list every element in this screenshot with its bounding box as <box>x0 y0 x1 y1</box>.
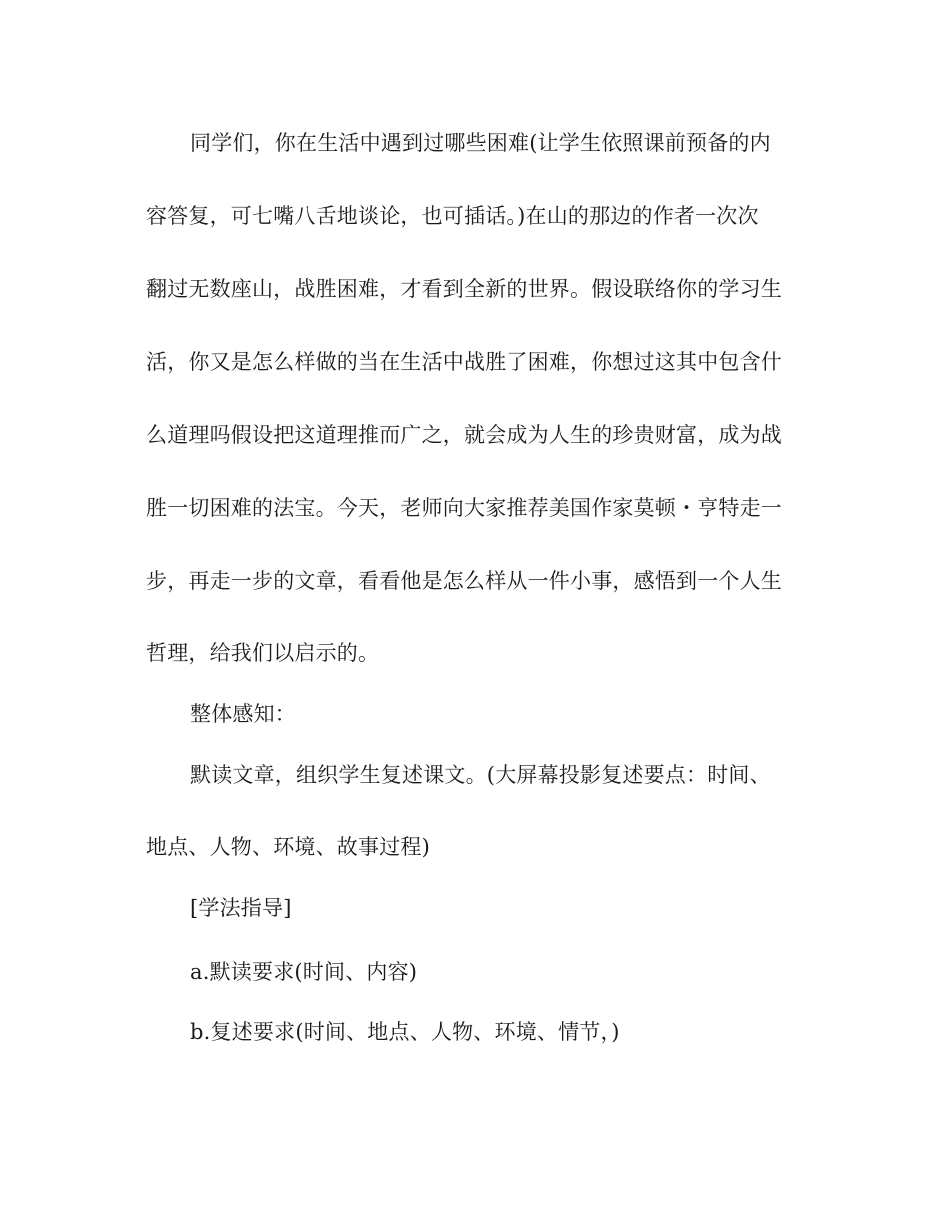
paragraph-1-line-8: 哲理，给我们以启示的。 <box>146 641 380 665</box>
paragraph-2-line-1: 默读文章，组织学生复述课文。(大屏幕投影复述要点：时间、 <box>190 763 771 787</box>
paragraph-2-line-2: 地点、人物、环境、故事过程) <box>146 835 430 859</box>
paragraph-1-line-5: 么道理吗假设把这道理推而广之，就会成为人生的珍贵财富，成为战 <box>146 423 782 447</box>
paragraph-1-line-3: 翻过无数座山，战胜困难，才看到全新的世界。假设联络你的学习生 <box>146 277 782 301</box>
list-item-b: b.复述要求(时间、地点、人物、环境、情节，) <box>190 1020 620 1044</box>
paragraph-1-line-1: 同学们，你在生活中遇到过哪些困难(让学生依照课前预备的内 <box>190 131 771 155</box>
list-item-a: a.默读要求(时间、内容) <box>190 960 418 984</box>
method-guidance-heading: [学法指导] <box>190 896 292 920</box>
paragraph-1-line-4: 活，你又是怎么样做的当在生活中战胜了困难，你想过这其中包含什 <box>146 350 782 374</box>
paragraph-1-line-6: 胜一切困难的法宝。今天，老师向大家推荐美国作家莫顿・亨特走一 <box>146 496 782 520</box>
heading-overall-perception: 整体感知： <box>190 702 296 726</box>
paragraph-1-line-7: 步，再走一步的文章，看看他是怎么样从一件小事，感悟到一个人生 <box>146 569 782 593</box>
paragraph-1-line-2: 容答复，可七嘴八舌地谈论，也可插话。)在山的那边的作者一次次 <box>146 204 759 228</box>
